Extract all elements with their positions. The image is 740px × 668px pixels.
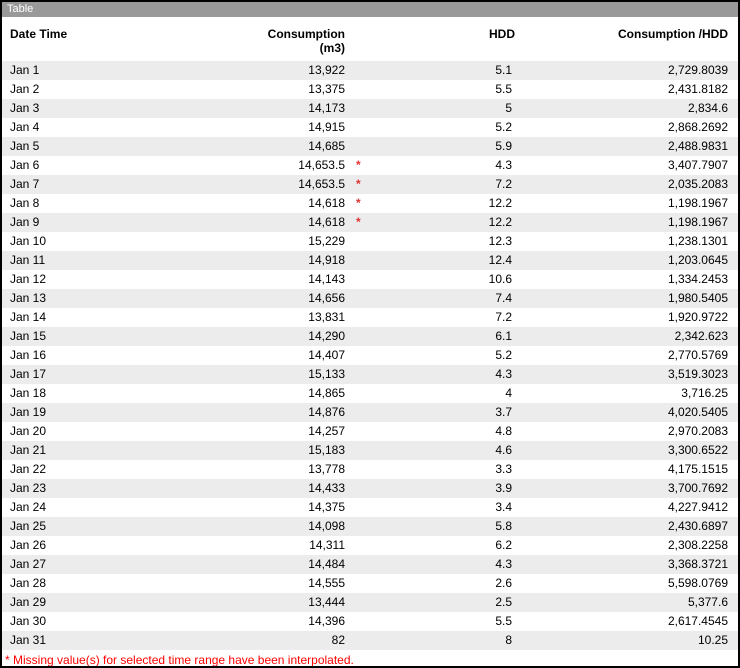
cell-hdd: 6.2 [380,536,515,555]
cell-hdd: 12.2 [380,213,515,232]
cell-hdd: 4.6 [380,441,515,460]
cell-date: Jan 26 [2,536,188,555]
cell-date: Jan 12 [2,270,188,289]
table-row [2,536,738,555]
cell-consumption: 14,257 [188,422,347,441]
cell-consumption-per-hdd: 4,227.9412 [515,498,738,517]
cell-hdd: 5 [380,99,515,118]
cell-consumption: 14,375 [188,498,347,517]
cell-hdd: 5.8 [380,517,515,536]
data-table [2,17,738,650]
cell-date: Jan 1 [2,61,188,80]
cell-hdd: 12.3 [380,232,515,251]
cell-date: Jan 11 [2,251,188,270]
cell-consumption-per-hdd: 2,308.2258 [515,536,738,555]
cell-consumption-per-hdd: 2,834.6 [515,99,738,118]
cell-consumption-per-hdd: 1,334.2453 [515,270,738,289]
cell-date: Jan 25 [2,517,188,536]
cell-date: Jan 15 [2,327,188,346]
column-header-consumption-per-hdd: Consumption /HDD [515,17,738,61]
table-row [2,498,738,517]
column-header-consumption-line1: Consumption [267,27,345,41]
cell-date: Jan 2 [2,80,188,99]
table-header [2,17,738,61]
cell-consumption: 14,653.5 [188,175,347,194]
cell-consumption: 13,444 [188,593,347,612]
table-row [2,365,738,384]
cell-consumption: 13,375 [188,80,347,99]
table-row [2,99,738,118]
cell-date: Jan 3 [2,99,188,118]
cell-interpolated-flag [347,365,380,384]
cell-consumption: 14,653.5 [188,156,347,175]
cell-consumption-per-hdd: 1,203.0645 [515,251,738,270]
cell-consumption-per-hdd: 3,700.7692 [515,479,738,498]
cell-interpolated-flag [347,479,380,498]
cell-interpolated-flag [347,346,380,365]
table-row [2,213,738,232]
cell-consumption: 82 [188,631,347,650]
cell-consumption: 14,618 [188,213,347,232]
panel-title-bar [2,2,738,17]
table-row [2,194,738,213]
cell-interpolated-flag [347,593,380,612]
cell-date: Jan 20 [2,422,188,441]
table-row [2,460,738,479]
cell-date: Jan 14 [2,308,188,327]
cell-consumption: 14,865 [188,384,347,403]
cell-date: Jan 23 [2,479,188,498]
cell-consumption: 14,396 [188,612,347,631]
cell-consumption-per-hdd: 5,377.6 [515,593,738,612]
table-row [2,441,738,460]
cell-interpolated-flag [347,308,380,327]
cell-hdd: 5.5 [380,612,515,631]
cell-hdd: 4.3 [380,156,515,175]
cell-interpolated-flag [347,517,380,536]
cell-consumption-per-hdd: 2,729.8039 [515,61,738,80]
table-row [2,308,738,327]
cell-consumption: 14,433 [188,479,347,498]
table-row [2,422,738,441]
column-header-consumption-line2: (m3) [319,41,345,55]
cell-date: Jan 16 [2,346,188,365]
cell-hdd: 5.2 [380,118,515,137]
cell-hdd: 3.3 [380,460,515,479]
cell-interpolated-flag: * [347,213,380,232]
cell-consumption: 14,143 [188,270,347,289]
table-row [2,574,738,593]
table-row [2,232,738,251]
cell-consumption-per-hdd: 1,980.5405 [515,289,738,308]
cell-date: Jan 7 [2,175,188,194]
table-body [2,61,738,650]
cell-interpolated-flag [347,118,380,137]
cell-consumption: 14,407 [188,346,347,365]
cell-interpolated-flag [347,137,380,156]
cell-interpolated-flag: * [347,156,380,175]
cell-hdd: 7.4 [380,289,515,308]
cell-consumption: 14,555 [188,574,347,593]
table-row [2,137,738,156]
cell-hdd: 3.7 [380,403,515,422]
table-row [2,479,738,498]
cell-date: Jan 8 [2,194,188,213]
cell-interpolated-flag [347,612,380,631]
cell-consumption-per-hdd: 4,175.1515 [515,460,738,479]
cell-interpolated-flag [347,80,380,99]
cell-date: Jan 9 [2,213,188,232]
cell-hdd: 12.4 [380,251,515,270]
cell-interpolated-flag [347,460,380,479]
column-header-date-time: Date Time [2,17,188,61]
cell-consumption: 14,915 [188,118,347,137]
cell-hdd: 7.2 [380,308,515,327]
table-row [2,327,738,346]
column-header-flag-spacer [347,17,380,61]
cell-consumption-per-hdd: 2,868.2692 [515,118,738,137]
cell-hdd: 5.1 [380,61,515,80]
cell-interpolated-flag: * [347,194,380,213]
cell-interpolated-flag [347,232,380,251]
panel-title: Table [7,3,34,15]
cell-consumption: 14,876 [188,403,347,422]
cell-consumption: 13,778 [188,460,347,479]
cell-date: Jan 21 [2,441,188,460]
cell-interpolated-flag [347,270,380,289]
cell-interpolated-flag [347,61,380,80]
cell-consumption: 13,831 [188,308,347,327]
table-row [2,251,738,270]
cell-hdd: 7.2 [380,175,515,194]
cell-consumption-per-hdd: 2,617.4545 [515,612,738,631]
cell-interpolated-flag [347,289,380,308]
cell-consumption: 14,484 [188,555,347,574]
cell-interpolated-flag [347,631,380,650]
table-row [2,270,738,289]
cell-interpolated-flag [347,251,380,270]
cell-interpolated-flag [347,441,380,460]
cell-date: Jan 4 [2,118,188,137]
cell-consumption: 14,918 [188,251,347,270]
table-row [2,118,738,137]
cell-hdd: 5.5 [380,80,515,99]
cell-consumption-per-hdd: 2,035.2083 [515,175,738,194]
cell-date: Jan 6 [2,156,188,175]
cell-consumption-per-hdd: 2,488.9831 [515,137,738,156]
cell-consumption: 14,685 [188,137,347,156]
cell-consumption-per-hdd: 3,368.3721 [515,555,738,574]
cell-interpolated-flag [347,384,380,403]
table-row [2,346,738,365]
cell-consumption-per-hdd: 3,716.25 [515,384,738,403]
table-row [2,593,738,612]
cell-hdd: 2.5 [380,593,515,612]
column-header-consumption [188,17,347,61]
cell-consumption: 14,311 [188,536,347,555]
table-row [2,517,738,536]
cell-date: Jan 5 [2,137,188,156]
cell-interpolated-flag [347,574,380,593]
cell-hdd: 2.6 [380,574,515,593]
cell-hdd: 4.8 [380,422,515,441]
cell-date: Jan 24 [2,498,188,517]
cell-interpolated-flag [347,99,380,118]
cell-hdd: 12.2 [380,194,515,213]
cell-date: Jan 13 [2,289,188,308]
table-row [2,403,738,422]
cell-consumption-per-hdd: 2,342.623 [515,327,738,346]
cell-interpolated-flag [347,536,380,555]
cell-interpolated-flag [347,327,380,346]
cell-interpolated-flag: * [347,175,380,194]
cell-date: Jan 22 [2,460,188,479]
cell-consumption: 14,098 [188,517,347,536]
table-row [2,80,738,99]
cell-consumption: 14,618 [188,194,347,213]
cell-hdd: 4.3 [380,555,515,574]
cell-consumption: 14,656 [188,289,347,308]
cell-consumption-per-hdd: 1,920.9722 [515,308,738,327]
cell-consumption-per-hdd: 1,198.1967 [515,213,738,232]
cell-consumption: 15,133 [188,365,347,384]
cell-consumption-per-hdd: 2,970.2083 [515,422,738,441]
cell-consumption-per-hdd: 3,407.7907 [515,156,738,175]
cell-hdd: 5.2 [380,346,515,365]
cell-hdd: 4.3 [380,365,515,384]
cell-consumption-per-hdd: 4,020.5405 [515,403,738,422]
table-row [2,175,738,194]
cell-interpolated-flag [347,403,380,422]
cell-consumption-per-hdd: 5,598.0769 [515,574,738,593]
cell-consumption-per-hdd: 3,519.3023 [515,365,738,384]
cell-interpolated-flag [347,422,380,441]
cell-date: Jan 31 [2,631,188,650]
cell-hdd: 4 [380,384,515,403]
cell-date: Jan 30 [2,612,188,631]
cell-consumption-per-hdd: 1,238.1301 [515,232,738,251]
cell-consumption: 14,290 [188,327,347,346]
cell-date: Jan 10 [2,232,188,251]
table-row [2,289,738,308]
cell-date: Jan 27 [2,555,188,574]
cell-consumption-per-hdd: 10.25 [515,631,738,650]
cell-hdd: 5.9 [380,137,515,156]
cell-date: Jan 17 [2,365,188,384]
cell-consumption-per-hdd: 1,198.1967 [515,194,738,213]
table-row [2,555,738,574]
cell-consumption: 15,183 [188,441,347,460]
table-row [2,631,738,650]
cell-consumption-per-hdd: 3,300.6522 [515,441,738,460]
cell-consumption-per-hdd: 2,431.8182 [515,80,738,99]
cell-date: Jan 19 [2,403,188,422]
cell-interpolated-flag [347,555,380,574]
table-row [2,156,738,175]
table-row [2,384,738,403]
column-header-hdd: HDD [380,17,515,61]
cell-consumption: 15,229 [188,232,347,251]
cell-date: Jan 29 [2,593,188,612]
cell-hdd: 8 [380,631,515,650]
cell-consumption-per-hdd: 2,770.5769 [515,346,738,365]
cell-hdd: 3.4 [380,498,515,517]
table-row [2,61,738,80]
cell-date: Jan 18 [2,384,188,403]
cell-consumption: 14,173 [188,99,347,118]
cell-consumption: 13,922 [188,61,347,80]
cell-date: Jan 28 [2,574,188,593]
interpolation-footnote: * Missing value(s) for selected time range have been interpolated. [2,650,738,668]
cell-interpolated-flag [347,498,380,517]
cell-hdd: 3.9 [380,479,515,498]
cell-hdd: 10.6 [380,270,515,289]
cell-hdd: 6.1 [380,327,515,346]
cell-consumption-per-hdd: 2,430.6897 [515,517,738,536]
table-row [2,612,738,631]
